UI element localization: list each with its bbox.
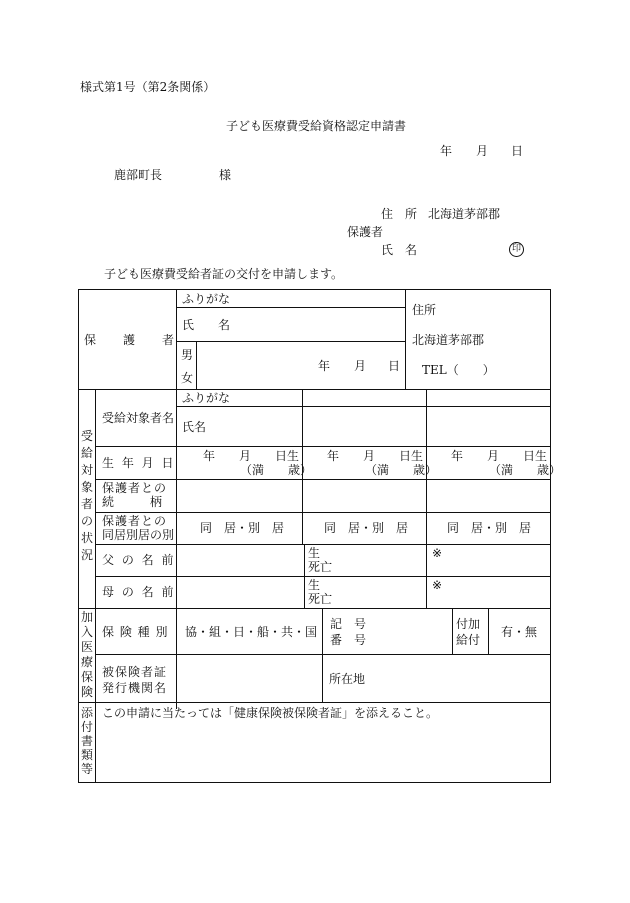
recipient-birth-col1-line1: 年 月 日生: [203, 449, 300, 463]
mother-dead: 死亡: [308, 592, 333, 606]
guardian-header: 保 護 者: [84, 333, 176, 347]
applicant-address-label: 住 所: [381, 207, 418, 221]
father-dead: 死亡: [308, 560, 333, 574]
issuer-label-2: 発行機関名: [102, 681, 168, 695]
addressee: 鹿部町長: [114, 168, 163, 182]
issuer-label-1: 被保険者証: [102, 665, 168, 679]
recipient-cohab-col1: 同 居・別 居: [200, 521, 285, 535]
applicant-name-label: 氏 名: [381, 243, 418, 257]
insurance-addon-label-1: 付加: [456, 617, 481, 631]
issuer-location-label: 所在地: [329, 672, 366, 686]
insurance-addon-value: 有・無: [501, 625, 538, 639]
applicant-address-value: 北海道茅部郡: [428, 207, 501, 221]
attachments-side-label: 添付書類等: [80, 706, 93, 776]
recipient-cohab-label-2: 同居別居の別: [102, 528, 175, 542]
seal-mark: 印: [509, 242, 524, 257]
insurance-type-label: 保 険 種 別: [102, 625, 169, 639]
recipient-name-label: 氏名: [182, 420, 207, 434]
guardian-sex-female: 女: [181, 371, 194, 385]
recipient-target-label: 受給対象者名: [102, 411, 175, 425]
recipient-birth-label: 生 年 月 日: [102, 456, 176, 470]
recipient-birth-col3-line2: （満 歳）: [489, 463, 562, 477]
applicant-role: 保護者: [347, 225, 384, 239]
recipient-birth-col2-line2: （満 歳）: [365, 463, 438, 477]
recipient-cohab-col3: 同 居・別 居: [447, 521, 532, 535]
mother-name-label: 母 の 名 前: [102, 585, 176, 599]
recipient-birth-col3-line1: 年 月 日生: [451, 449, 548, 463]
guardian-dob-day: 日: [388, 359, 401, 373]
insurance-number-label: 番 号: [330, 633, 367, 647]
recipient-cohab-label-1: 保護者との: [102, 514, 168, 528]
recipient-birth-col2-line1: 年 月 日生: [327, 449, 424, 463]
guardian-dob-month: 月: [354, 359, 367, 373]
recipient-side-label: 受給対象者の状況: [80, 429, 93, 562]
recipient-relation-label-1: 保護者との: [102, 481, 168, 495]
date-day: 日: [511, 144, 524, 158]
father-alive: 生: [308, 546, 321, 560]
recipient-furigana-label: ふりがな: [182, 391, 231, 405]
father-name-label: 父 の 名 前: [102, 553, 176, 567]
date-month: 月: [476, 144, 489, 158]
mother-alive: 生: [308, 578, 321, 592]
guardian-address-label: 住所: [412, 303, 437, 317]
insurance-symbol-label: 記 号: [330, 617, 367, 631]
guardian-tel: TEL（ ）: [422, 363, 495, 377]
request-text: 子ども医療費受給者証の交付を申請します。: [104, 267, 344, 281]
insurance-addon-label-2: 給付: [456, 633, 481, 647]
attachments-note: この申請に当たっては「健康保険被保険者証」を添えること。: [102, 706, 439, 720]
insurance-side-label: 加入医療保険: [80, 610, 93, 699]
date-year: 年: [440, 144, 453, 158]
recipient-birth-col1-line2: （満 歳）: [240, 463, 313, 477]
recipient-relation-label-2: 続 柄: [102, 495, 163, 509]
guardian-dob-year: 年: [318, 359, 331, 373]
guardian-address-value: 北海道茅部郡: [412, 333, 485, 347]
father-note-mark: ※: [432, 546, 443, 560]
form-title: 子ども医療費受給資格認定申請書: [226, 119, 407, 133]
mother-note-mark: ※: [432, 578, 443, 592]
insurance-type-value: 協・組・日・船・共・国: [185, 625, 318, 639]
guardian-name-label: 氏 名: [182, 318, 231, 332]
recipient-cohab-col2: 同 居・別 居: [324, 521, 409, 535]
form-number: 様式第1号（第2条関係）: [80, 80, 216, 94]
guardian-furigana-label: ふりがな: [182, 292, 231, 306]
honorific: 様: [219, 168, 232, 182]
guardian-sex-male: 男: [181, 348, 194, 362]
